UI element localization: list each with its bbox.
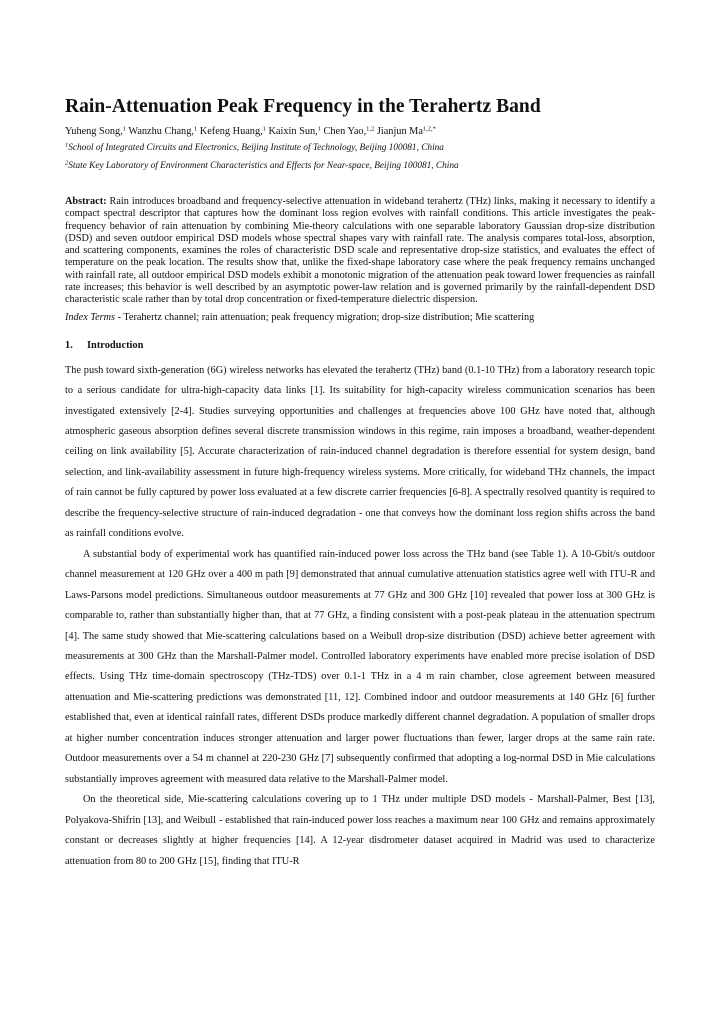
paper-title: Rain-Attenuation Peak Frequency in the Terahertz Band [65, 96, 541, 117]
author-name: Yuheng Song, [65, 126, 123, 137]
affiliation [65, 159, 655, 174]
abstract-label: Abstract: [65, 196, 107, 207]
affiliation-mark: 2 [65, 159, 69, 167]
author-name: Jianjun Ma [374, 126, 423, 137]
index-terms-label: Index Terms [65, 311, 116, 323]
affiliation-mark: 1 [65, 141, 69, 149]
affiliation-list [65, 141, 655, 174]
author-name: Kaixin Sun, [265, 126, 318, 137]
affiliation-text: School of Integrated Circuits and Electronics, Beijing Institute of Technology, Beijing 100081, China [68, 143, 444, 153]
section-heading [65, 339, 655, 353]
body-paragraph-2: A substantial body of experimental work has quantified rain-induced power loss across the THz band (see Table 1). A 10-Gbit/s outdoor channel measurement at 120 GHz over a 400 m path [9] demonstrated that annual cumulative attenuation statistics agree well with ITU-R and Laws-Parsons model predictions. Simultaneous outdoor measurements at 77 GHz and 300 GHz [10] revealed that power loss at 300 GHz is comparable to, rather than substantially higher than, that at 77 GHz, a finding consistent with a post-peak plateau in the attenuation spectrum [4]. The same study showed that Mie-scattering calculations based on a Weibull drop-size distribution (DSD) achieve better agreement with measurements at 300 GHz than the Marshall-Palmer model. Controlled laboratory experiments have enabled more precise isolation of DSD effects. Using THz time-domain spectroscopy (THz-TDS) over 0.1-1 THz in a 4 m rain chamber, close agreement between measured attenuation and Mie-scattering predictions was demonstrated [11, 12]. Combined indoor and outdoor measurements at 140 GHz [6] further established that, even at identical rainfall rates, different DSDs produce markedly different channel degradation. A population of smaller drops at higher number concentration induces stronger attenuation and larger power fluctuations than fewer, larger drops at the same rain rate. Outdoor measurements over a 54 m channel at 220-230 GHz [7] subsequently confirmed that adopting a log-normal DSD in Mie calculations substantially improves agreement with measured data relative to the Marshall-Palmer model. [65, 548, 655, 785]
affiliation [65, 141, 655, 156]
author-affiliation-mark: 1 [262, 125, 266, 133]
author-name: Kefeng Huang, [197, 126, 263, 137]
index-terms-text: - Terahertz channel; rain attenuation; peak frequency migration; drop-size distribution; Mie scattering [115, 311, 535, 323]
section-title: Introduction [87, 339, 144, 351]
author-name: Chen Yao, [320, 126, 367, 137]
author-affiliation-mark: 1,2 [366, 125, 375, 133]
abstract-text: Rain introduces broadband and frequency-selective attenuation in wideband terahertz (THz) links, making it necessary to identify a compact spectral descriptor that captures how the dominant loss region evolves with rainfall conditions. This article investigates the peak-frequency behavior of rain attenuation by combining Mie-theory calculations with one separable laboratory Gaussian drop-size distribution (DSD) and seven outdoor empirical DSD models whose spectral shapes vary with rainfall rate. The analysis compares total-loss, absorption, and scattering components, examines the roles of characteristic DSD scale and representative drop-size statistics, and evaluates the effect of temperature on the peak location. The results show that, unlike the fixed-shape laboratory case where the peak frequency remains unchanged with rainfall rate, all outdoor empirical DSD models exhibit a monotonic migration of the attenuation peak toward lower frequencies as rainfall rate increases; this behavior is well described by an asymptotic power-law relation and is governed primarily by the rainfall-dependent DSD characteristic scale rather than by total drop concentration or fixed-temperature dielectric dispersion. [65, 196, 655, 306]
abstract [65, 196, 655, 307]
index-terms [65, 311, 655, 324]
affiliation-text: State Key Laboratory of Environment Characteristics and Effects for Near-space, Beijing 100081, China [68, 161, 459, 171]
body-paragraph-3: On the theoretical side, Mie-scattering calculations covering up to 1 THz under multiple DSD models - Marshall-Palmer, Best [13], Polyakova-Shifrin [13], and Weibull - established that rain-induced power loss reaches a maximum near 100 GHz and remains approximately constant or decreases slightly at higher frequencies [14]. A 12-year disdrometer dataset acquired in Madrid was used to characterize attenuation from 80 to 200 GHz [15], finding that ITU-R [65, 794, 655, 867]
author-affiliation-mark: 1 [122, 125, 127, 133]
author-name: Wanzhu Chang, [126, 126, 194, 137]
author-affiliation-mark: 1 [193, 125, 198, 133]
author-affiliation-mark: 1 [317, 125, 321, 133]
author-list [65, 124, 655, 139]
page-content [65, 94, 655, 872]
author-affiliation-mark: 1,2,* [422, 125, 436, 133]
section-number: 1. [65, 339, 73, 351]
body-paragraph-1: The push toward sixth-generation (6G) wireless networks has elevated the terahertz (THz) band (0.1-10 THz) from a laboratory research topic to a serious candidate for ultra-high-capacity data links [1]. Its suitability for high-capacity wireless communication scenarios has been investigated extensively [2-4]. Studies surveying opportunities and challenges at frequencies above 100 GHz have noted that, although atmospheric gaseous absorption defines several discrete transmission windows in this regime, rain imposes a broadband, weather-dependent ceiling on link availability [5]. Accurate characterization of rain-induced channel degradation is therefore essential for system design, band selection, and link-availability assessment in future high-frequency wireless systems. More critically, for wideband THz channels, the impact of rain cannot be fully captured by power loss evaluated at a few discrete carrier frequencies [6-8]. A spectrally resolved quantity is required to describe the frequency-selective structure of rain-induced degradation - one that conveys how the dominant loss region shifts across the band as rainfall conditions evolve. [65, 364, 655, 540]
